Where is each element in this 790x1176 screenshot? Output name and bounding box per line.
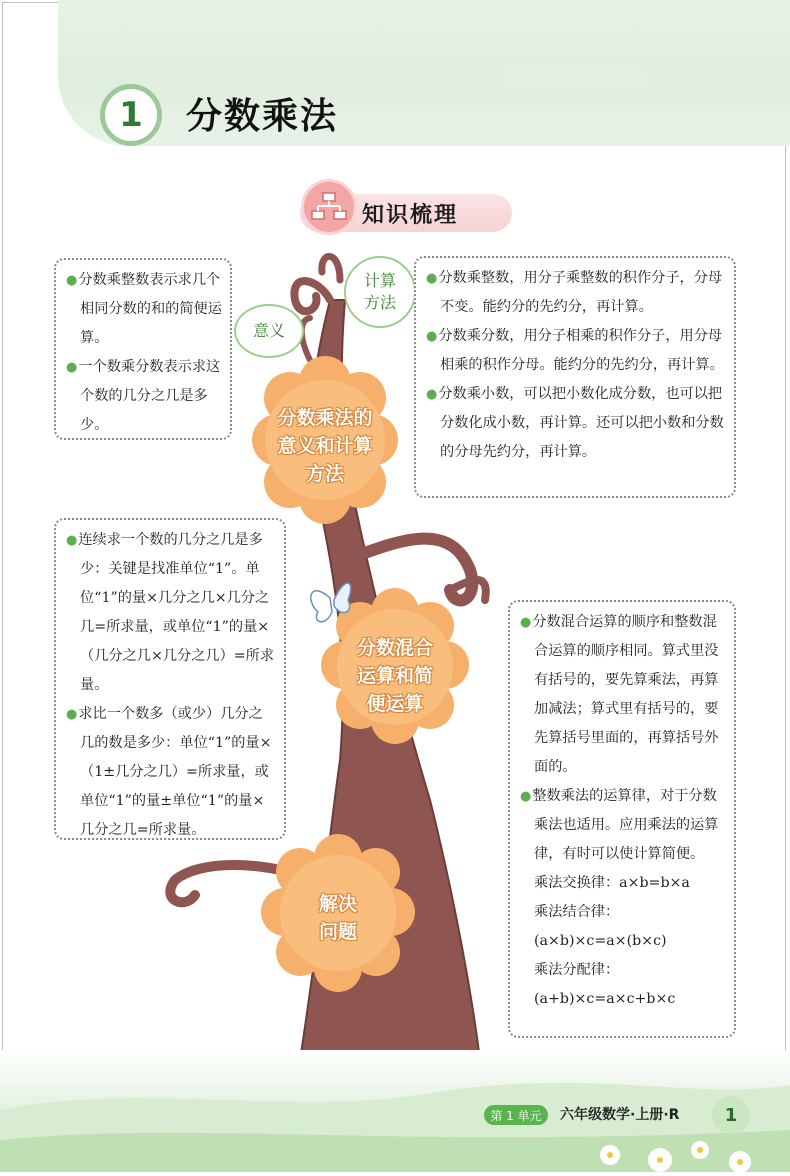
tree-branch bbox=[294, 281, 330, 311]
bullet-icon: ● bbox=[66, 360, 78, 375]
mixed-operations-box bbox=[508, 600, 736, 1038]
chapter-title: 分数乘法 bbox=[186, 96, 339, 137]
list-item: ●分数乘小数，可以把小数化成分数，也可以把分数化成小数，再计算。还可以把小数和分数的分母先约分，再计算。 bbox=[426, 386, 724, 460]
list-item: ●求比一个数多（或少）几分之几的数是多少：单位“1”的量×（1±几分之几）=所求量，或单位“1”的量±单位“1”的量×几分之几=所求量。 bbox=[66, 706, 272, 838]
list-item: ●一个数乘分数表示求这个数的几分之几是多少。 bbox=[66, 359, 221, 433]
page-number: 1 bbox=[712, 1096, 750, 1134]
section-title: 知识梳理 bbox=[362, 203, 459, 228]
list-item: ●分数乘整数，用分子乘整数的积作分子，分母不变。能约分的先约分，再计算。 bbox=[426, 270, 723, 315]
list-item: ●分数混合运算的顺序和整数混合运算的顺序相同。算式里没有括号的，要先算乘法，再算加减法；算式里有括号的，要先算括号里面的，再算括号外面的。 bbox=[520, 614, 719, 775]
bullet-icon: ● bbox=[426, 387, 438, 402]
book-title: 六年级数学·上册·R bbox=[560, 1107, 680, 1123]
bullet-icon: ● bbox=[426, 329, 438, 344]
problem-solving-box bbox=[54, 518, 286, 840]
label-method: 计算 方法 bbox=[344, 256, 416, 328]
bullet-icon: ● bbox=[520, 789, 532, 804]
label-meaning: 意义 bbox=[234, 304, 304, 358]
meaning-box bbox=[54, 258, 232, 440]
bullet-icon: ● bbox=[66, 707, 78, 722]
law-commutative: 乘法交换律：a×b=b×a bbox=[534, 875, 690, 891]
chapter-number: 1 bbox=[100, 84, 162, 146]
list-item: ●整数乘法的运算律，对于分数乘法也适用。应用乘法的运算律，有时可以使计算简便。 bbox=[520, 788, 719, 862]
list-item: ●连续求一个数的几分之几是多少：关键是找准单位“1”。单位“1”的量×几分之几×几分之几=所求量，或单位“1”的量×（几分之几×几分之几）=所求量。 bbox=[66, 532, 275, 693]
bullet-icon: ● bbox=[520, 615, 532, 630]
flower-label-3: 解决 问题 bbox=[318, 893, 357, 943]
flower-label-1: 分数乘法的 意义和计算 方法 bbox=[277, 407, 373, 485]
law-associative: 乘法结合律：(a×b)×c=a×(b×c) bbox=[534, 904, 667, 949]
bullet-icon: ● bbox=[66, 273, 78, 288]
unit-badge: 第 1 单元 bbox=[484, 1105, 548, 1125]
tree-branch bbox=[322, 256, 340, 280]
list-item: ●分数乘分数，用分子相乘的积作分子，用分母相乘的积作分母。能约分的先约分，再计算。 bbox=[426, 328, 724, 373]
bullet-icon: ● bbox=[426, 271, 438, 286]
flower-label-2: 分数混合 运算和简 便运算 bbox=[356, 637, 433, 715]
bullet-icon: ● bbox=[66, 533, 78, 548]
law-distributive: 乘法分配律：(a+b)×c=a×c+b×c bbox=[534, 962, 676, 1007]
method-box bbox=[414, 256, 736, 498]
list-item: ●分数乘整数表示求几个相同分数的和的简便运算。 bbox=[66, 272, 222, 346]
